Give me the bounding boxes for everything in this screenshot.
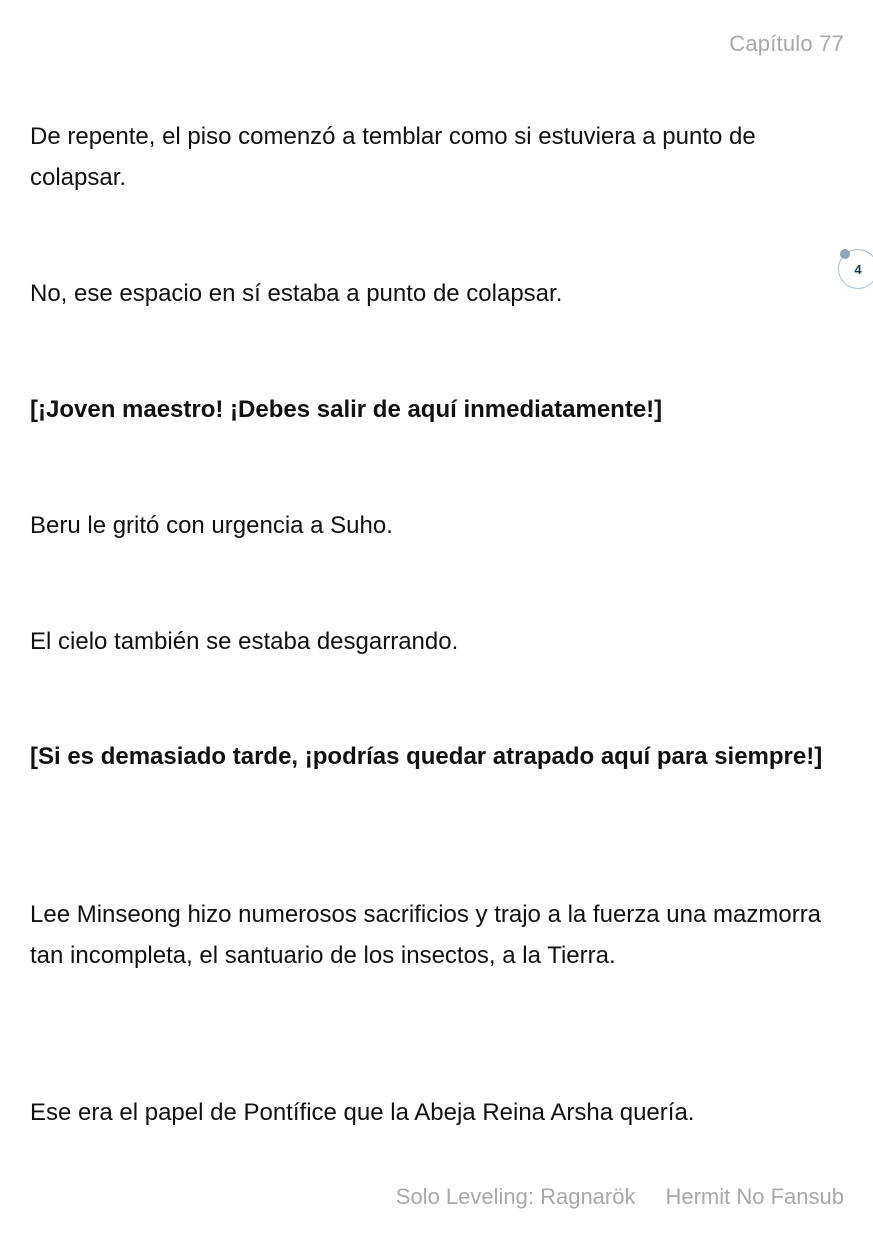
paragraph: De repente, el piso comenzó a temblar como si estuviera a punto de colapsar. [30,123,756,191]
paragraph: No, ese espacio en sí estaba a punto de colapsar. [30,280,563,307]
series-title: Solo Leveling: Ragnarök [395,1184,636,1209]
dialogue-paragraph: [Si es demasiado tarde, ¡podrías quedar atrapado aquí para siempre!] [30,743,823,770]
paragraph: Beru le gritó con urgencia a Suho. [30,512,393,539]
paragraph: Ese era el papel de Pontífice que la Abeja Reina Arsha quería. [30,1099,695,1126]
comment-count: 4 [854,261,862,277]
paragraph: El cielo también se estaba desgarrando. [30,628,459,655]
dialogue-paragraph: [¡Joven maestro! ¡Debes salir de aquí inmediatamente!] [30,396,663,423]
comment-indicator-dot-icon [840,249,850,259]
chapter-header: Capítulo 77 [729,31,844,56]
paragraph: Lee Minseong hizo numerosos sacrificios y trajo a la fuerza una mazmorra tan incompleta, el santuario de los insectos, a la Tierra. [30,901,822,969]
translator-credit: Hermit No Fansub [665,1184,844,1209]
footer [396,1184,844,1210]
